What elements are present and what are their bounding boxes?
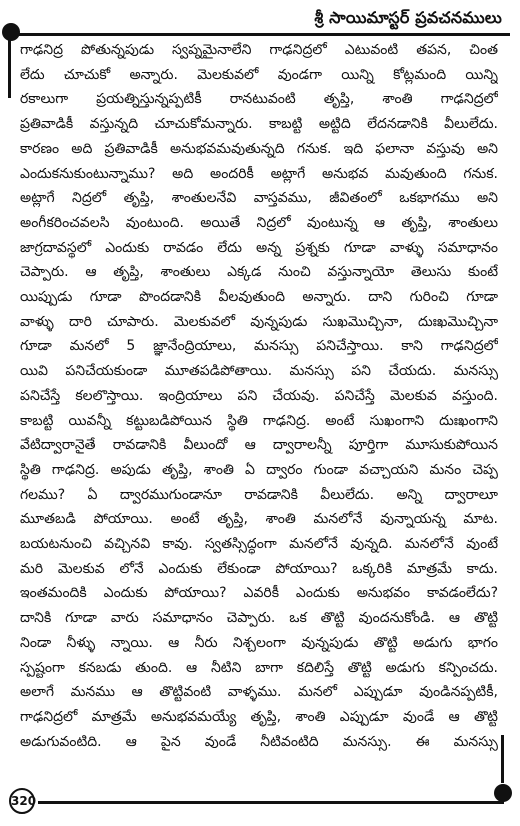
text-line: గాఢనిద్ర పోతున్నపుడు స్వప్నమైనాలేని గాఢనిద్రలో ఎటువంటి తపన, చింత bbox=[20, 42, 498, 58]
text-line: అడుగువంటిది. ఆ పైన వుండే నీటివంటిది మనస్సు. ఈ మనస్సు bbox=[20, 733, 498, 750]
text-line: రకాలుగా ప్రయత్నిస్తున్నప్పటికీ రానటువంటి తృప్తి, శాంతి గాఢనిద్రలో bbox=[20, 91, 498, 108]
text-line: పనిచేస్తే కలలొస్తాయి. ఇంద్రియాలు పని చేయవు. పనిచేస్తే మెలకువ వస్తుంది. bbox=[20, 387, 498, 404]
text-line: కాబట్టి యివన్నీ కట్టుబడిపోయిన స్థితి గాఢనిద్ర. అంటే సుఖంగాని దుఃఖంగాని bbox=[20, 412, 498, 429]
text-line: స్పష్టంగా కనబడు తుంది. ఆ నీటిని బాగా కదిలిస్తే తొట్టి అడుగు కన్పించదు. bbox=[20, 659, 498, 676]
bottom-right-ornament bbox=[494, 784, 512, 802]
text-line: యిప్పుడు గూడా పొందడానికి వీలవుతుంది అన్నారు. దాని గురించి గూడా bbox=[20, 289, 498, 306]
text-line: వాళ్ళు దారి చూపారు. మెలకువలో వున్నపుడు సుఖమొచ్చినా, దుఃఖమొచ్చినా bbox=[20, 313, 498, 330]
text-line: చెప్పారు. ఆ తృప్తి, శాంతులు ఎక్కడ నుంచి వస్తున్నాయో తెలుసు కుంటే bbox=[20, 264, 498, 281]
text-line: కారణం అది ప్రతివాడికీ అనుభవమవుతున్నది గనుక. ఇది ఫలానా వస్తువు అని bbox=[20, 140, 498, 157]
text-line: మరి మెలకువ లోనే ఎందుకు లేకుండా పోయాయి? ఒక్కరికి మాత్రమే కాదు. bbox=[20, 560, 498, 577]
text-line: గాఢనిద్రలో మాత్రమే అనుభవమయ్యే తృప్తి, శాంతి ఎప్పుడూ వుండే ఆ తొట్టి bbox=[20, 708, 498, 725]
text-line: నిండా నీళ్ళు న్నాయి. ఆ నీరు నిశ్చలంగా వున్నపుడు తొట్టి అడుగు భాగం bbox=[20, 634, 498, 651]
text-line: స్థితి గాఢనిద్ర. అపుడు తృప్తి, శాంతి ఏ ద్వారం గుండా వచ్చాయని మనం చెప్ప bbox=[20, 461, 498, 478]
text-line: బయటనుంచి వచ్చినవి కావు. స్వతస్సిద్ధంగా మనలోనే వున్నది. మనలోనే వుంటే bbox=[20, 536, 498, 553]
page-body-text bbox=[20, 38, 498, 754]
text-line: ఎందుకనుకుంటున్నాము? అది అందరికీ అట్లాగే అనుభవ మవుతుంది గనుక. bbox=[20, 165, 498, 182]
left-rule bbox=[8, 34, 11, 98]
top-left-ornament bbox=[2, 23, 20, 41]
text-line: జాగ్రదావస్థలో ఎందుకు రావడం లేదు అన్న ప్రశ్నకు గూడా వాళ్ళు సమాధానం bbox=[20, 239, 498, 256]
text-line: దానికి గూడా వారు సమాధానం చెప్పారు. ఒక తొట్టి వుందనుకోండి. ఆ తొట్టి bbox=[20, 610, 498, 627]
right-rule bbox=[501, 735, 504, 783]
text-line: గూడా మనలో 5 జ్ఞానేంద్రియాలు, మనస్సు పనిచేస్తాయి. కాని గాఢనిద్రలో bbox=[20, 338, 498, 355]
text-line: మూతబడి పోయాయి. అంటే తృప్తి, శాంతి మనలోనే వున్నాయన్న మాట. bbox=[20, 511, 498, 528]
text-line: అట్లాగే నిద్రలో తృప్తి, శాంతులనేవి వాస్తవము, జీవితంలో ఒకభాగము అని bbox=[20, 190, 498, 207]
text-line: అంగీకరించవలసి వుంటుంది. అయితే నిద్రలో వుంటున్న ఆ తృప్తి, శాంతులు bbox=[20, 214, 498, 231]
top-rule bbox=[8, 33, 510, 36]
text-line: ఇంతమందికి ఎందుకు పోయాయి? ఎవరికీ ఎందుకు అనుభవం కావడంలేదు? bbox=[20, 585, 498, 602]
text-line: యివి పనిచేయకుండా మూతపడిపోతాయి. మనస్సు పని చేయదు. మనస్సు bbox=[20, 363, 498, 380]
page-header-title: శ్రీ సాయిమాస్టర్ ప్రవచనములు bbox=[314, 8, 502, 27]
text-line: ప్రతివాడికీ వస్తున్నది చూచుకోమన్నారు. కాబట్టి అట్టిది లేదనడానికి వీలులేదు. bbox=[20, 116, 498, 133]
bottom-rule bbox=[38, 801, 504, 804]
text-line: అలాగే మనము ఆ తొట్టివంటి వాళ్ళము. మనలో ఎప్పుడూ వుండినప్పటికీ, bbox=[20, 684, 498, 701]
text-line: వేటిద్వారానైతే రావడానికి వీలుందో ఆ ద్వారాలన్నీ పూర్తిగా మూసుకుపోయిన bbox=[20, 437, 498, 454]
text-line: గలము? ఏ ద్వారముగుండానూ రావడానికి వీలులేదు. అన్ని ద్వారాలూ bbox=[20, 486, 498, 503]
text-line: లేదు చూచుకో అన్నారు. మెలకువలో వుండగా యిన్ని కోట్లమంది యిన్ని bbox=[20, 66, 498, 83]
page-number: 320 bbox=[9, 788, 35, 814]
